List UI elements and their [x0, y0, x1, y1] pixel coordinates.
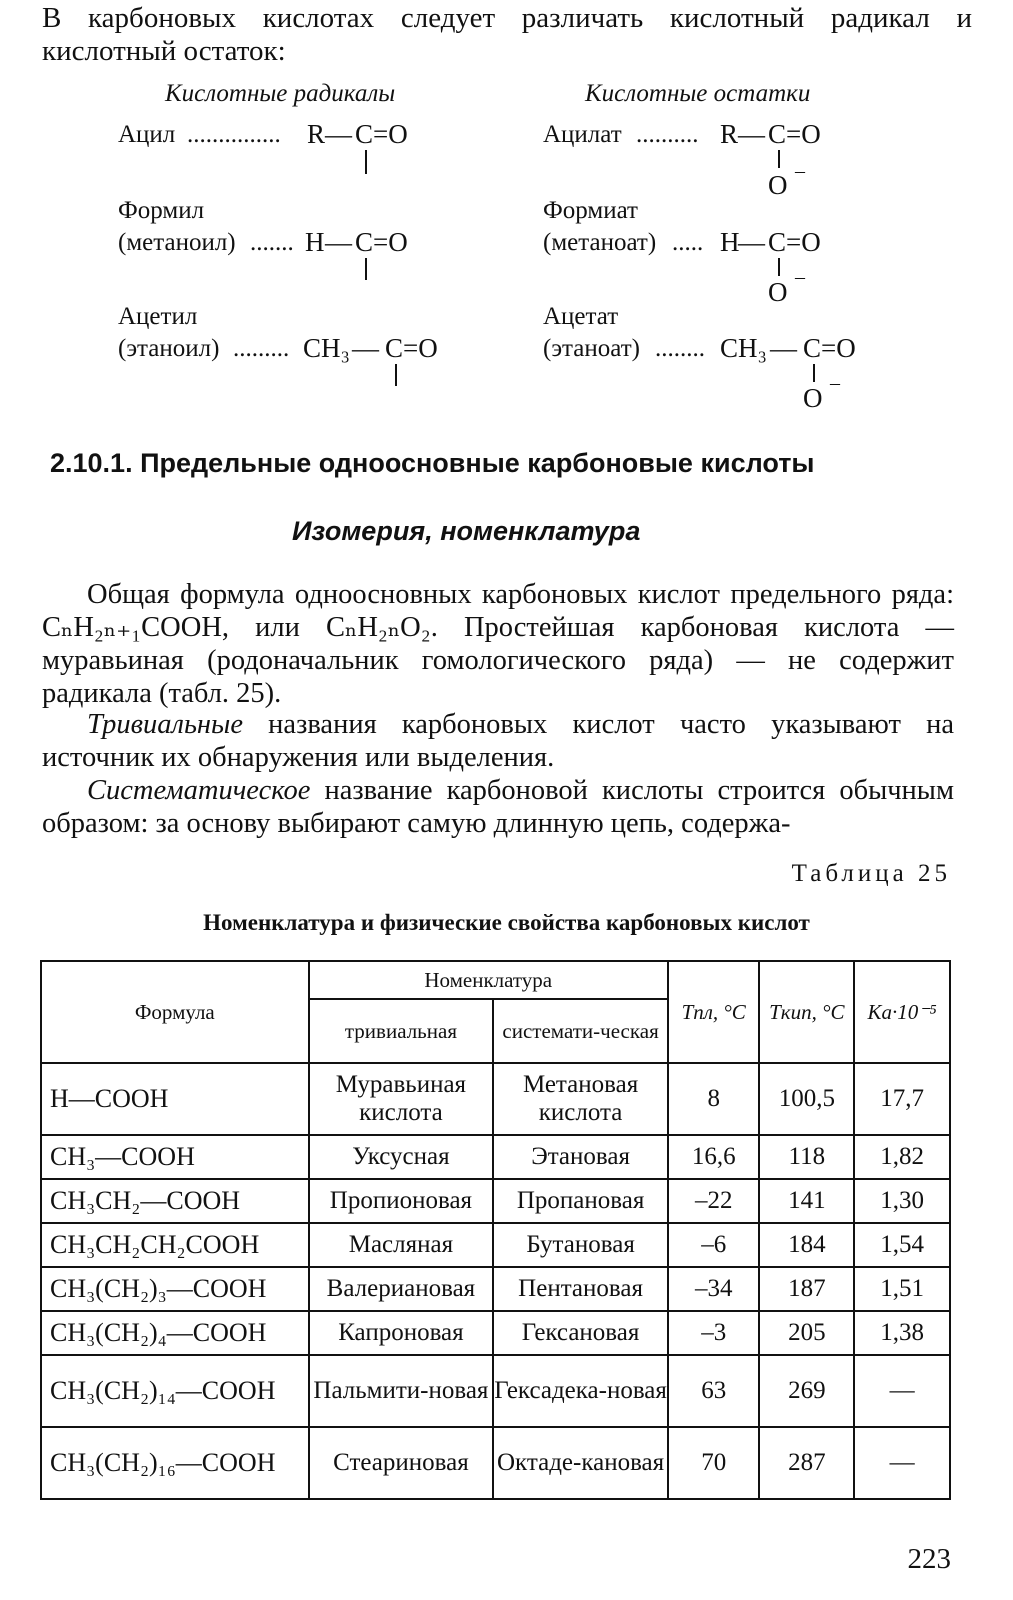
table-row	[41, 1063, 950, 1135]
cell-ka: —	[854, 1355, 950, 1427]
bond-line	[365, 150, 367, 174]
residue-dots: ........	[655, 335, 705, 362]
cell-tmelt: –22	[668, 1179, 760, 1223]
header-tmelt: Tпл, °C	[668, 961, 760, 1063]
header-nomenclature: Номенклатура	[309, 961, 668, 999]
charge-sign: –	[795, 160, 805, 182]
residue-label: Ацилат	[543, 121, 622, 148]
intro-paragraph: В карбоновых кислотах следует различать кислотный радикал и кислотный остаток:	[42, 2, 972, 67]
table-row	[41, 1223, 950, 1267]
paragraph-systematic	[42, 774, 954, 840]
residue-label: Ацетат	[543, 303, 619, 330]
italic-term: Тривиальные	[87, 709, 243, 740]
cell-trivial: Капроновая	[309, 1311, 494, 1355]
cell-systematic: Пентановая	[493, 1267, 668, 1311]
cell-ka: 1,51	[854, 1267, 950, 1311]
radical-label: (этаноил)	[118, 335, 220, 362]
residue-oxygen: O	[768, 277, 788, 307]
cell-tmelt: –6	[668, 1223, 760, 1267]
cell-trivial: Пропионовая	[309, 1179, 494, 1223]
radical-dots: .........	[233, 335, 290, 362]
paragraph-general-formula	[42, 578, 954, 710]
radical-left-group: H	[305, 227, 325, 257]
cell-formula: CH₃CH₂—COOH	[41, 1179, 309, 1223]
header-systematic: системати-ческая	[493, 999, 668, 1063]
cell-formula: CH₃(CH₂)₁₆—COOH	[41, 1427, 309, 1499]
cell-tmelt: –34	[668, 1267, 760, 1311]
subsection-title: Изомерия, номенклатура	[292, 516, 641, 546]
residue-label: (метаноат)	[543, 229, 657, 256]
table-number: Таблица 25	[791, 860, 951, 887]
cell-ka: 17,7	[854, 1063, 950, 1135]
cell-formula: CH₃(CH₂)₄—COOH	[41, 1311, 309, 1355]
paragraph-text: название карбоновой кислоты строится обычным образом: за основу выбирают самую длинную цепь, содержа-	[42, 775, 954, 839]
cell-trivial: Пальмити-новая	[309, 1355, 494, 1427]
radical-carbonyl: C=O	[355, 227, 408, 257]
radical-dots: ...............	[187, 121, 281, 148]
table-title: Номенклатура и физические свойства карбоновых кислот	[203, 910, 810, 935]
residue-label: Формиат	[543, 197, 638, 224]
cell-tmelt: 70	[668, 1427, 760, 1499]
cell-formula: H—COOH	[41, 1063, 309, 1135]
cell-tboil: 269	[759, 1355, 854, 1427]
radical-carbonyl: C=O	[355, 119, 408, 149]
radical-label: (метаноил)	[118, 229, 236, 256]
cell-tboil: 287	[759, 1427, 854, 1499]
cell-ka: 1,38	[854, 1311, 950, 1355]
cell-tboil: 100,5	[759, 1063, 854, 1135]
cell-trivial: Уксусная	[309, 1135, 494, 1179]
bond-line	[395, 364, 397, 386]
page-number: 223	[907, 1543, 951, 1575]
header-ka: Ka·10⁻⁵	[854, 961, 950, 1063]
cell-tboil: 205	[759, 1311, 854, 1355]
residue-oxygen: O	[768, 170, 788, 200]
radical-left-group: CH₃	[303, 333, 350, 363]
paragraph-text: . Простейшая карбоновая кислота — муравьиная (родоначальник гомологического ряда) — не содержит радикала (табл. 25).	[42, 612, 954, 709]
residue-carbonyl: C=O	[768, 119, 821, 149]
residue-carbonyl: C=O	[768, 227, 821, 257]
cell-systematic: Бутановая	[493, 1223, 668, 1267]
cell-tmelt: 16,6	[668, 1135, 760, 1179]
cell-formula: CH₃CH₂CH₂COOH	[41, 1223, 309, 1267]
radical-label: Ацил	[118, 121, 176, 148]
cell-ka: 1,54	[854, 1223, 950, 1267]
residue-left-group: H	[720, 227, 740, 257]
radical-left-group: R	[307, 119, 326, 149]
residue-oxygen: O	[803, 383, 823, 413]
residue-carbonyl: C=O	[803, 333, 856, 363]
cell-trivial: Валериановая	[309, 1267, 494, 1311]
cell-ka: 1,82	[854, 1135, 950, 1179]
header-formula: Формула	[41, 961, 309, 1063]
residue-label: (этаноат)	[543, 335, 640, 362]
residue-left-group: R	[720, 119, 739, 149]
cell-trivial: Масляная	[309, 1223, 494, 1267]
residue-left-group: CH₃	[720, 333, 767, 363]
cell-ka: 1,30	[854, 1179, 950, 1223]
charge-sign: –	[830, 372, 840, 394]
cell-trivial: Муравьиная кислота	[309, 1063, 494, 1135]
cell-tmelt: –3	[668, 1311, 760, 1355]
cell-tboil: 141	[759, 1179, 854, 1223]
table-row	[41, 1267, 950, 1311]
paragraph-text: Общая формула одноосновных карбоновых кислот предельного ряда:	[87, 579, 954, 610]
cell-ka: —	[854, 1427, 950, 1499]
cell-systematic: Метановая кислота	[493, 1063, 668, 1135]
paragraph-text: названия карбоновых кислот часто указывают на источник их обнаружения или выделения.	[42, 709, 954, 773]
table-row	[41, 1179, 950, 1223]
table-row	[41, 1135, 950, 1179]
bond-line	[365, 258, 367, 280]
charge-sign: –	[795, 266, 805, 288]
table-body	[41, 1063, 950, 1499]
bond-line	[778, 150, 780, 168]
table-row	[41, 1355, 950, 1427]
cell-systematic: Пропановая	[493, 1179, 668, 1223]
acids-table	[40, 960, 951, 1500]
cell-tmelt: 8	[668, 1063, 760, 1135]
formula-inline: CₙH₂ₙO₂	[326, 612, 431, 643]
bond-line	[813, 364, 815, 382]
cell-systematic: Гексановая	[493, 1311, 668, 1355]
italic-term: Систематическое	[87, 775, 311, 806]
cell-systematic: Этановая	[493, 1135, 668, 1179]
cell-formula: CH₃(CH₂)₁₄—COOH	[41, 1355, 309, 1427]
radical-carbonyl: C=O	[385, 333, 438, 363]
cell-tboil: 184	[759, 1223, 854, 1267]
residue-dots: ..........	[636, 121, 699, 148]
table-row	[41, 1427, 950, 1499]
residues-header: Кислотные остатки	[585, 80, 811, 107]
formula-inline: CₙH₂ₙ₊₁COOH	[42, 612, 222, 643]
radicals-header: Кислотные радикалы	[165, 80, 396, 107]
bond-line	[778, 258, 780, 276]
paragraph-text: , или	[221, 612, 326, 643]
header-tboil: Tкип, °C	[759, 961, 854, 1063]
cell-trivial: Стеариновая	[309, 1427, 494, 1499]
section-title: 2.10.1. Предельные одноосновные карбоновые кислоты	[50, 448, 815, 478]
cell-formula: CH₃—COOH	[41, 1135, 309, 1179]
paragraph-trivial	[42, 708, 954, 774]
cell-tboil: 187	[759, 1267, 854, 1311]
cell-tboil: 118	[759, 1135, 854, 1179]
cell-systematic: Гексадека-новая	[493, 1355, 668, 1427]
radical-dots: .......	[250, 229, 294, 256]
radical-label: Ацетил	[118, 303, 198, 330]
table-row	[41, 1311, 950, 1355]
radical-label: Формил	[118, 197, 205, 224]
cell-tmelt: 63	[668, 1355, 760, 1427]
cell-systematic: Октаде-кановая	[493, 1427, 668, 1499]
residue-dots: .....	[672, 229, 704, 256]
cell-formula: CH₃(CH₂)₃—COOH	[41, 1267, 309, 1311]
header-trivial: тривиальная	[309, 999, 494, 1063]
